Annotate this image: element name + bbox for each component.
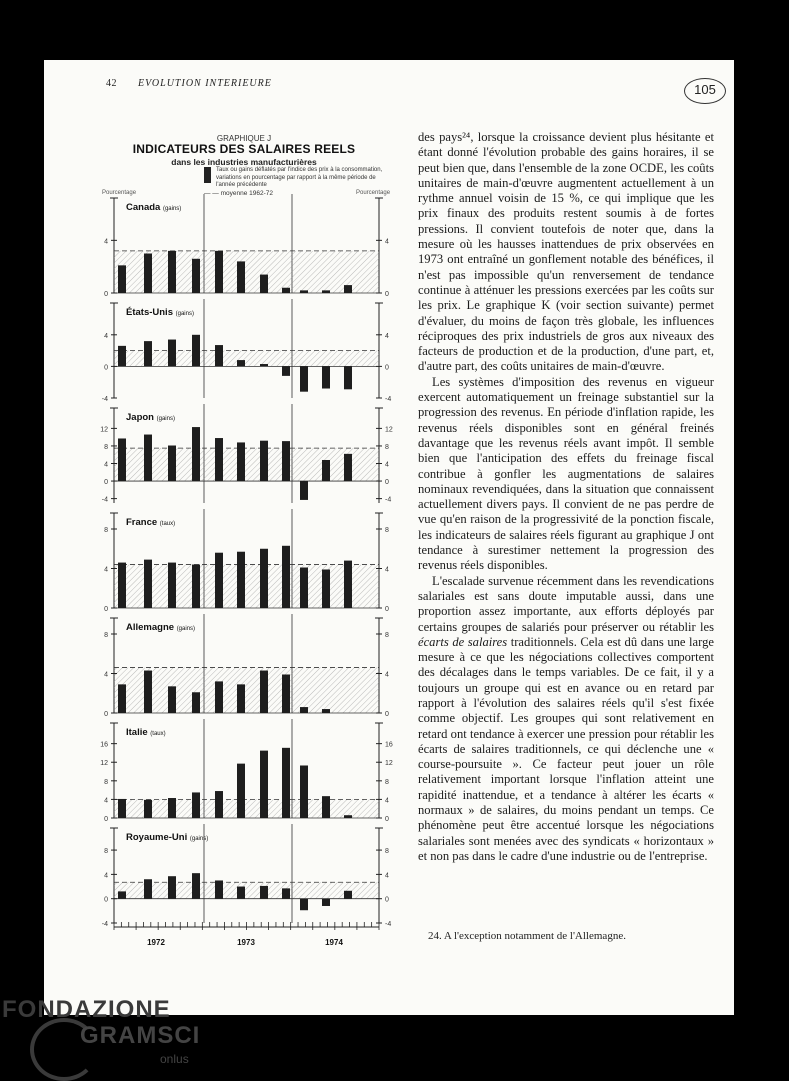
data-bar [322,366,330,388]
data-bar [168,876,176,898]
data-bar [300,707,308,713]
y-tick-label-right: -4 [385,496,392,504]
watermark-line-3: onlus [160,1052,189,1066]
data-bar [260,275,268,293]
data-bar [237,360,245,366]
bar-chart-panels [94,130,406,1010]
data-bar [344,366,352,389]
data-bar [215,553,223,608]
y-tick-label-right: 0 [385,606,389,613]
y-tick-label-left: 4 [104,872,108,880]
panel-country-label: France (taux) [126,517,176,528]
panel-country-label: Allemagne (gains) [126,622,196,633]
y-tick-label-left: -4 [101,921,108,928]
data-bar [144,800,152,818]
data-bar [237,552,245,608]
data-bar [322,290,330,293]
y-tick-label-left: 12 [100,426,108,434]
y-tick-label-left: 4 [104,671,108,679]
data-bar [300,290,308,293]
data-bar [168,340,176,367]
panel-measure-label: (gains) [156,416,175,422]
data-bar [300,568,308,608]
data-bar [118,891,126,898]
average-band [114,565,379,608]
data-bar [192,335,200,367]
y-tick-label-left: 0 [104,364,108,372]
y-tick-label-left: 0 [104,291,108,298]
footnote: 24. A l'exception notamment de l'Allemagne. [428,930,626,942]
y-tick-label-right: 0 [385,291,389,298]
data-bar [237,684,245,713]
data-bar [168,798,176,818]
data-bar [282,674,290,713]
y-tick-label-right: 8 [385,848,389,856]
average-band [114,882,379,898]
y-tick-label-left: 8 [104,848,108,856]
data-bar [192,792,200,818]
data-bar [215,791,223,818]
y-tick-label-left: 4 [104,566,108,574]
y-tick-label-right: 0 [385,711,389,718]
panel-country-label: Italie (taux) [126,727,166,738]
data-bar [215,438,223,481]
y-tick-label-right: 4 [385,566,389,574]
data-bar [344,891,352,899]
y-tick-label-left: 4 [104,461,108,469]
y-tick-label-left: 16 [100,741,108,749]
data-bar [282,441,290,481]
y-tick-label-left: 8 [104,632,108,639]
y-tick-label-left: -4 [101,396,108,403]
data-bar [260,671,268,713]
data-bar [344,285,352,293]
data-bar [118,265,126,293]
y-label-right: Pourcentage [356,190,391,196]
y-tick-label-left: 8 [104,443,108,451]
data-bar [322,899,330,906]
data-bar [260,751,268,818]
data-bar [282,366,290,375]
data-bar [322,709,330,713]
handwritten-page-number: 105 [684,78,726,104]
panel-measure-label: (gains) [189,836,209,842]
panel-country-label: États-Unis (gains) [126,307,194,318]
data-bar [260,886,268,899]
document-page [44,60,734,1015]
data-bar [322,460,330,481]
y-tick-label-left: 4 [104,332,108,340]
data-bar [344,561,352,608]
data-bar [260,441,268,481]
figure-label: GRAPHIQUE J [216,134,272,143]
data-bar [215,880,223,898]
data-bar [144,560,152,608]
data-bar [260,364,268,366]
y-tick-label-right: -4 [385,921,392,928]
y-tick-label-left: 0 [104,711,108,718]
panel-measure-label: (gains) [176,626,196,632]
data-bar [237,887,245,899]
paragraph-3-part-a: L'escalade survenue récemment dans les revendications salariales est sans doute imputable aussi, dans une proportion assez importante, aux efforts déployés par certains groupes de salariés pour préserver ou rétablir les [418,573,714,634]
average-band [114,448,379,481]
panel-country-label: Canada (gains) [126,202,182,213]
legend-bar-text: Taux ou gains déflatés par l'indice des prix à la consommation, variations en pourcentage par rapport à la même période de l'année précédente [216,167,383,188]
y-tick-label-right: 4 [385,671,389,679]
y-tick-label-right: 0 [385,816,389,823]
body-text [418,130,714,864]
y-tick-label-right: 4 [385,332,389,340]
data-bar [168,686,176,713]
y-tick-label-left: 4 [104,238,108,246]
running-title: EVOLUTION INTERIEURE [138,78,272,89]
data-bar [237,261,245,293]
y-tick-label-right: 12 [385,760,393,768]
average-band [114,668,379,713]
data-bar [300,481,308,500]
panel-country-label: Royaume-Uni (gains) [126,832,209,843]
data-bar [192,565,200,608]
panel-measure-label: (taux) [159,521,176,527]
data-bar [192,692,200,713]
data-bar [282,888,290,898]
y-tick-label-right: 0 [385,896,389,904]
legend-average-text: — — moyenne 1962-72 [204,190,274,197]
y-tick-label-right: 8 [385,443,389,451]
data-bar [118,438,126,481]
average-band [114,251,379,293]
y-tick-label-right: 4 [385,461,389,469]
data-bar [144,435,152,482]
average-band [114,351,379,367]
y-tick-label-left: 0 [104,896,108,904]
chart-title: INDICATEURS DES SALAIRES REELS [132,142,356,156]
data-bar [344,815,352,818]
y-tick-label-left: 0 [104,816,108,823]
panel-measure-label: (taux) [150,731,166,737]
data-bar [144,254,152,294]
y-tick-label-right: 12 [385,426,393,434]
data-bar [322,796,330,818]
y-label-left: Pourcentage [102,190,137,196]
data-bar [118,346,126,367]
data-bar [144,341,152,366]
data-bar [344,454,352,481]
data-bar [215,345,223,366]
figure-graphique-j [94,130,406,1010]
watermark-line-1: FONDAZIONE [2,996,171,1023]
page-number: 42 [106,78,117,89]
paragraph-2: Les systèmes d'imposition des revenus en vigueur exercent automatiquement un freinage substantiel sur la progression des revenus. En période d'inflation rapide, les revenus réels disponibles sont en général freinés davantage que les revenus réels avant impôt. Il semble bien que l'anticipation des effets du freinage fiscal contribue à gonfler les augmentations de salaires nominaux revendiquées, dans la situation que connaissent actuellement divers pays. Il convient de ne pas perdre de vue qu'en raison de la progressivité de la ponction fiscale, les indicateurs de salaires réels figurant au graphique J ont tendance à surestimer nettement la progression des revenus réels disponibles. [418,374,714,573]
paragraph-1: des pays²⁴, lorsque la croissance devient plus hésitante et étant donné l'évolution probable des gains horaires, il se peut bien que, dans l'ensemble de la zone OCDE, les coûts unitaires de main-d'œuvre augmentent actuellement à un rythme annuel voisin de 15 %, ce qui implique que les prix finaux des produits restent soumis à de fortes pressions. Il convient toutefois de noter que, dans la mesure où les hausses inattendues de prix observées en 1973 ont entraîné un gonflement notable des bénéfices, il n'est pas impossible qu'un renversement de tendance continue à atténuer les pressions exercées par les coûts sur les prix. Le graphique K (voir section suivante) permet d'évaluer, du moins de façon très globale, les influences réciproques des prix industriels de gros aux niveaux des facteurs de production et de la production, d'une part, et, d'autre part, des coûts unitaires de main-d'œuvre. [418,130,714,374]
data-bar [237,764,245,818]
y-tick-label-right: 16 [385,741,393,749]
panel-measure-label: (gains) [162,206,182,212]
data-bar [168,251,176,293]
y-tick-label-left: -4 [101,496,108,504]
y-tick-label-left: 8 [104,527,108,534]
data-bar [168,563,176,608]
watermark-line-2: GRAMSCI [80,1022,201,1049]
y-tick-label-left: 8 [104,778,108,786]
data-bar [192,873,200,899]
data-bar [192,427,200,481]
paragraph-3-part-b: traditionnels. Cela est dû dans une large mesure à ce que les négociations collectives comportent des décalages dans le temps variables. De ce fait, il y a toujours un groupe qui est en avance ou en retard par rapport à l'évolution des salaires réels qu'il s'est fixée comme objectif. Les groupes qui sont relativement en retard ont tendance à exercer une pression pour rétablir les écarts de salaires traditionnels, ce qui déclenche une « course-poursuite ». Ce facteur peut jouer un rôle relativement important lorsque l'inflation atteint une rapidité inattendue, et a tendance à altérer les écarts « normaux » de salaires, du moins pendant un temps. Ce phénomène peut être accentué lorsque les négociations salariales sont menées avec des syndicats « horizontaux » et non pas dans le cadre d'une industrie ou de l'entreprise. [418,634,714,863]
data-bar [282,546,290,608]
y-tick-label-left: 4 [104,797,108,805]
x-period-label: 1973 [237,938,255,947]
y-tick-label-right: 0 [385,364,389,372]
y-tick-label-right: 8 [385,632,389,639]
paragraph-3-emphasis: écarts de salaires [418,634,508,649]
y-tick-label-right: 8 [385,778,389,786]
y-tick-label-left: 12 [100,760,108,768]
y-tick-label-right: 4 [385,797,389,805]
x-period-label: 1972 [147,938,165,947]
y-tick-label-right: 4 [385,872,389,880]
data-bar [118,563,126,608]
data-bar [282,748,290,818]
y-tick-label-right: -4 [385,396,392,403]
data-bar [215,251,223,293]
data-bar [300,899,308,911]
running-header [106,78,272,89]
data-bar [300,366,308,391]
data-bar [144,671,152,713]
data-bar [215,681,223,713]
y-tick-label-right: 0 [385,479,389,487]
data-bar [300,765,308,818]
data-bar [192,259,200,293]
y-tick-label-right: 8 [385,527,389,534]
y-tick-label-left: 0 [104,479,108,487]
watermark-logo [0,992,220,1080]
x-period-label: 1974 [325,938,343,947]
data-bar [168,446,176,482]
y-tick-label-right: 4 [385,238,389,246]
average-band [114,799,379,818]
data-bar [322,569,330,608]
paragraph-3 [418,574,714,865]
chart-subtitle: dans les industries manufacturières [171,157,317,167]
data-bar [118,684,126,713]
data-bar [144,879,152,898]
data-bar [118,799,126,818]
panel-country-label: Japon (gains) [126,412,175,423]
y-tick-label-left: 0 [104,606,108,613]
data-bar [260,549,268,608]
data-bar [237,442,245,481]
panel-measure-label: (gains) [175,311,194,317]
data-bar [282,288,290,293]
